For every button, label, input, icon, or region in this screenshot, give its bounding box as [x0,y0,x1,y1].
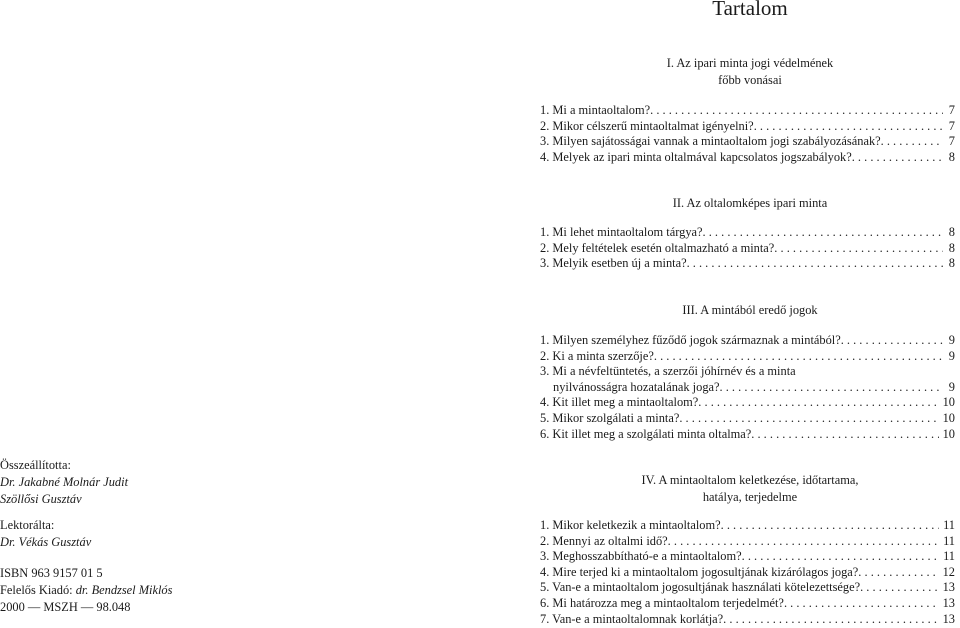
section-1-heading-line-1: I. Az ipari minta jogi védelmének [666,56,834,70]
leader-dots [723,612,938,628]
toc-page-number: 7 [948,134,955,149]
leader-dots [774,241,943,257]
toc-entry[interactable] [540,134,955,150]
section-2-heading [540,195,960,212]
section-3-heading-line-1: III. A mintából eredő jogok [682,303,818,317]
toc-entry[interactable] [540,549,955,565]
leader-dots [860,580,939,596]
section-1-toc [540,103,955,165]
section-1-heading [540,55,960,88]
leader-dots [703,225,943,241]
toc-entry[interactable] [540,256,955,272]
reviewer-block [0,517,260,551]
toc-entry-text: 2. Mennyi az oltalmi idő? [540,533,668,548]
toc-entry[interactable] [540,580,955,596]
leader-dots [721,518,939,534]
leader-dots [742,549,939,565]
toc-entry-text: 3. Meghosszabbítható-e a mintaoltalom? [540,549,742,564]
toc-page-number: 13 [942,580,955,595]
toc-entry[interactable] [540,534,955,550]
leader-dots [751,427,938,443]
toc-entry[interactable] [540,333,955,349]
toc-entry[interactable] [540,119,955,135]
isbn: ISBN 963 9157 01 5 [0,566,103,580]
toc-page-number: 7 [948,118,955,133]
section-3-toc [540,333,955,442]
toc-entry-text: 3. Milyen sajátosságai vannak a mintaoltalom jogi szabályozásának? [540,134,881,149]
compiled-label: Összeállította: [0,458,71,472]
toc-page-number: 12 [942,564,955,579]
toc-entry-text: 2. Mely feltételek esetén oltalmazható a minta? [540,240,775,255]
leader-dots [754,119,943,135]
leader-dots [679,411,938,427]
imprint-code: 2000 — MSZH — 98.048 [0,599,131,614]
leader-dots [698,395,938,411]
toc-entry[interactable] [540,427,955,443]
toc-entry[interactable] [540,150,955,166]
reviewed-label: Lektorálta: [0,518,55,532]
toc-page-number: 8 [948,256,955,271]
section-4-heading-line-2: hatálya, terjedelme [702,489,798,504]
toc-entry[interactable] [540,565,955,581]
toc-entry-text: 2. Mikor célszerű mintaoltalmat igényelni? [540,118,754,133]
toc-page-number: 13 [942,611,955,626]
section-2-toc [540,225,955,272]
toc-page-number: 8 [948,225,955,239]
toc-entry[interactable] [540,241,955,257]
toc-entry-text: 4. Melyek az ipari minta oltalmával kapcsolatos jogszabályok? [540,149,852,164]
toc-entry-text: 4. Kit illet meg a mintaoltalom? [540,395,699,410]
toc-page-number: 8 [948,149,955,164]
toc-page-number: 10 [942,426,955,441]
toc-entry-continuation[interactable] [540,380,955,396]
publisher-line [0,582,260,599]
leader-dots [841,333,943,349]
section-2-heading-line-1: II. Az oltalomképes ipari minta [672,196,828,210]
leader-dots [654,349,943,365]
toc-entry[interactable] [540,411,955,427]
leader-dots [687,256,943,272]
toc-page-number: 8 [948,240,955,255]
publisher-name: dr. Bendzsel Miklós [75,582,173,597]
page-title: Tartalom [712,0,788,20]
toc-page-number: 11 [943,533,955,548]
leader-dots [650,103,943,119]
reviewer-name: Dr. Vékás Gusztáv [0,534,92,549]
toc-page-number: 10 [942,395,955,410]
toc-page-number: 10 [942,410,955,425]
toc-page-number: 11 [943,549,955,564]
toc-entry-text: 1. Milyen személyhez fűződő jogok származnak a mintából? [540,333,841,347]
leader-dots [852,150,943,166]
toc-entry-text: 1. Mi a mintaoltalom? [540,103,651,117]
leader-dots [784,596,939,612]
compiler-name: Dr. Jakabné Molnár Judit [0,474,129,489]
toc-entry-text: 7. Van-e a mintaoltalomnak korlátja? [540,611,724,626]
compilers-block [0,457,260,507]
toc-entry-text: 3. Mi a névfeltüntetés, a szerzői jóhírnév és a minta [540,364,796,379]
toc-entry[interactable] [540,225,955,241]
leader-dots [858,565,938,581]
publisher-label: Felelős Kiadó: [0,582,73,597]
section-4-heading [540,472,960,505]
leader-dots [668,534,939,550]
toc-entry-text: 6. Mi határozza meg a mintaoltalom terjedelmét? [540,595,784,610]
section-1-heading-line-2: főbb vonásai [718,72,782,87]
toc-page-number: 9 [948,379,955,394]
toc-entry-text: 3. Melyik esetben új a minta? [540,256,687,271]
toc-page-number: 7 [948,103,955,117]
toc-entry[interactable] [540,103,955,119]
toc-entry-text: 4. Mire terjed ki a mintaoltalom jogosultjának kizárólagos joga? [540,564,859,579]
toc-entry-text: 1. Mikor keletkezik a mintaoltalom? [540,518,721,532]
section-4-heading-line-1: IV. A mintaoltalom keletkezése, időtartama, [641,473,859,487]
toc-entry[interactable] [540,349,955,365]
section-3-heading [540,302,960,319]
toc-page-number: 11 [943,518,955,532]
toc-entry[interactable] [540,596,955,612]
toc-entry-text: 6. Kit illet meg a szolgálati minta oltalma? [540,426,752,441]
toc-entry-text: 1. Mi lehet mintaoltalom tárgya? [540,225,703,239]
toc-entry[interactable] [540,364,955,380]
leader-dots [881,134,943,150]
toc-entry[interactable] [540,395,955,411]
section-4-toc [540,518,955,627]
compiler-name: Szöllősi Gusztáv [0,491,82,506]
imprint-block [0,565,260,615]
toc-page-number: 9 [948,333,955,347]
leader-dots [720,380,943,396]
toc-entry-text: 5. Van-e a mintaoltalom jogosultjának használati kötelezettsége? [540,580,861,595]
toc-entry-text: nyilvánosságra hozatalának joga? [553,379,720,394]
toc-entry[interactable] [540,612,955,628]
toc-page-number: 9 [948,348,955,363]
toc-page-number: 13 [942,595,955,610]
toc-entry[interactable] [540,518,955,534]
toc-entry-text: 5. Mikor szolgálati a minta? [540,410,680,425]
toc-entry-text: 2. Ki a minta szerzője? [540,348,654,363]
